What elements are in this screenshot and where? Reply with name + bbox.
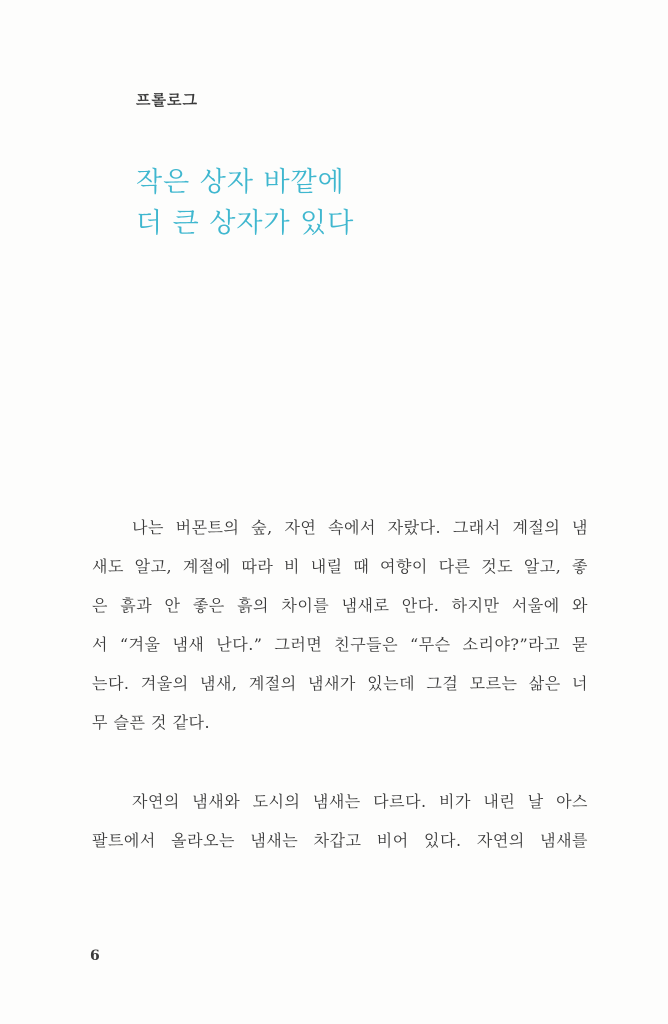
- body-text: [92, 508, 588, 860]
- chapter-title-line: 작은 상자 바깥에: [136, 167, 345, 198]
- chapter-title: [136, 162, 354, 244]
- text-line: 서 “겨울 냄새 난다.” 그러면 친구들은 “무슨 소리야?”라고 묻: [92, 635, 588, 654]
- text-line: 자연의 냄새와 도시의 냄새는 다르다. 비가 내린 날 아스: [132, 792, 588, 811]
- chapter-title-line: 더 큰 상자가 있다: [136, 208, 355, 239]
- text-line: 새도 알고, 계절에 따라 비 내릴 때 여향이 다른 것도 알고, 좋: [92, 557, 588, 576]
- text-line: 는다. 겨울의 냄새, 계절의 냄새가 있는데 그걸 모르는 삶은 너: [92, 674, 588, 693]
- text-line: 나는 버몬트의 숲, 자연 속에서 자랐다. 그래서 계절의 냄: [132, 518, 588, 537]
- section-label: 프롤로그: [136, 91, 198, 109]
- page-number: 6: [90, 948, 100, 964]
- text-line: 은 흙과 안 좋은 흙의 차이를 냄새로 안다. 하지만 서울에 와: [92, 596, 588, 615]
- paragraph: [92, 782, 588, 860]
- text-line: 무 슬픈 것 같다.: [92, 713, 211, 732]
- text-line: 팔트에서 올라오는 냄새는 차갑고 비어 있다. 자연의 냄새를: [92, 831, 588, 850]
- paragraph: [92, 508, 588, 742]
